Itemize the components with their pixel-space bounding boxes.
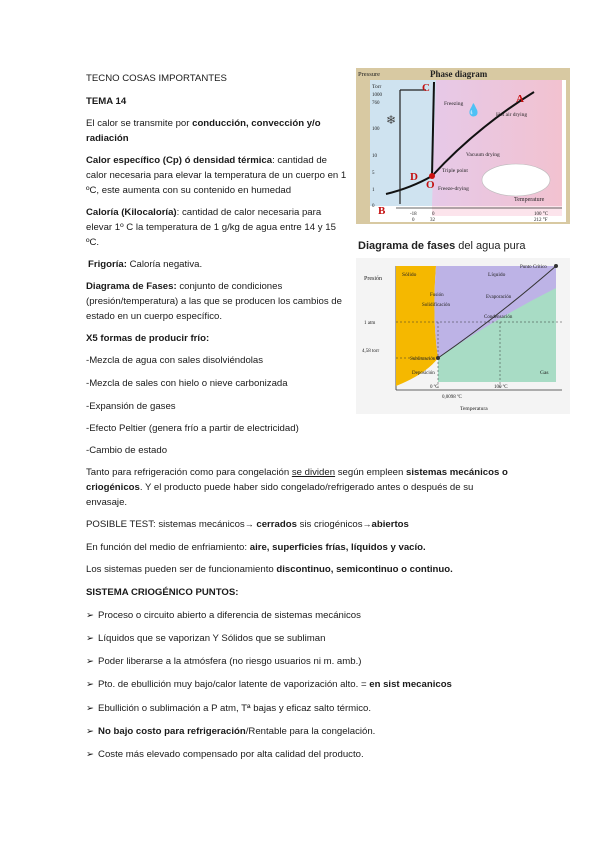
punto-critico-label: Punto Crítico — [520, 265, 547, 270]
bullet-arrow-icon: ➢ — [86, 679, 95, 690]
calor-especifico-paragraph — [86, 153, 348, 198]
figure-caption — [358, 240, 526, 252]
tanto-text-1: Tanto para refrigeración como para congelación — [86, 467, 292, 478]
x-tick-f: 32 — [430, 218, 435, 223]
deposicion-label: Deposición — [412, 371, 435, 376]
calor-bold: conducción, convección y/o radiación — [86, 118, 321, 144]
bullet-arrow-icon: ➢ — [86, 726, 95, 737]
liquido-label: Líquido — [488, 272, 506, 278]
hot-air-label: Hot air drying — [496, 112, 528, 118]
crio-item — [86, 701, 516, 716]
evaporacion-label: Evaporación — [486, 295, 512, 300]
solido-label: Sólido — [402, 272, 417, 278]
posible-text-1: POSIBLE TEST: sistemas mecánicos — [86, 519, 245, 530]
freezing-label: Freezing — [444, 101, 464, 107]
diagrama-paragraph — [86, 279, 348, 324]
caloria-term: Caloría (Kilocaloría) — [86, 207, 177, 218]
letter-b: B — [378, 205, 386, 217]
frigoria-text: Caloría negativa. — [126, 259, 203, 270]
posible-bold-1: cerrados — [253, 519, 297, 530]
phase-diagram-es-figure — [356, 258, 570, 414]
pressure-label: Pressure — [358, 71, 381, 78]
diagrama-term: Diagrama de Fases: — [86, 281, 177, 292]
crio-item-bold: en sist mecanicos — [369, 679, 452, 690]
x5-item-3: -Expansión de gases — [86, 401, 176, 412]
posible-bold-2: abiertos — [371, 519, 409, 530]
y-tick: 5 — [372, 171, 375, 176]
t100-label: 100 ºC — [494, 385, 508, 390]
temperatura-label: Temperatura — [460, 406, 488, 412]
torr-label: 4,58 torr — [362, 349, 380, 354]
bullet-arrow-icon: ➢ — [86, 749, 95, 760]
tanto-bold: sistemas mecánicos o criogénicos — [86, 467, 508, 493]
tanto-underline: se dividen — [291, 467, 336, 478]
freeze-drying-label: Freeze-drying — [438, 186, 469, 192]
bullet-arrow-icon: ➢ — [86, 610, 95, 621]
vacuum-label: Vacuum drying — [466, 152, 500, 158]
torr-label: Torr — [372, 84, 382, 90]
y-tick: 100 — [372, 127, 380, 132]
y-tick: 1 — [372, 188, 375, 193]
bullet-arrow-icon: ➢ — [86, 633, 95, 644]
medio-bold: aire, superficies frías, líquidos y vacío. — [249, 542, 426, 553]
presion-label: Presión — [364, 276, 382, 282]
condensacion-label: Condensación — [484, 315, 513, 320]
letter-a: A — [516, 93, 524, 105]
droplet-icon: 💧 — [466, 103, 481, 117]
frigoria-paragraph — [88, 257, 350, 272]
crio-item-text: Coste más elevado compensado por alta calidad del producto. — [98, 749, 364, 760]
triple-label: Triple point — [442, 168, 468, 174]
temperature-label: Temperature — [514, 197, 545, 203]
x5-heading: X5 formas de producir frío: — [86, 333, 210, 344]
x5-item-5: -Cambio de estado — [86, 445, 168, 456]
medio-text: En función del medio de enfriamiento: — [86, 542, 250, 553]
crio-item-text-post: /Rentable para la congelación. — [245, 726, 376, 737]
calor-especifico-term: Calor específico (Cp) ó densidad térmica — [86, 155, 273, 166]
caloria-text: : cantidad de calor necesaria para elevar 1º C la temperatura de 1 g/kg de agua entre 14 y 15 ºC. — [86, 207, 336, 248]
doc-title: TECNO COSAS IMPORTANTES — [86, 73, 227, 84]
arrow-icon: → — [362, 519, 372, 529]
y-tick: 760 — [372, 101, 380, 106]
bullet-arrow-icon: ➢ — [86, 656, 95, 667]
x5-item-2: -Mezcla de sales con hielo o nieve carbonizada — [86, 378, 288, 389]
tanto-text-3: . Y el producto puede haber sido congelado/refrigerado antes o después de su envasaje. — [86, 482, 474, 508]
y-tick: 1000 — [372, 93, 382, 98]
crio-item-text: Proceso o circuito abierto a diferencia de sistemas mecánicos — [98, 610, 361, 621]
arrow-icon: → — [244, 519, 254, 529]
diagrama-text: conjunto de condiciones (presión/temperatura) a las que se producen los cambios de estado en un cuerpo específico. — [86, 281, 342, 322]
calor-text: El calor se transmite por — [86, 118, 193, 129]
crio-item-text: Poder liberarse a la atmósfera (no riesgo usuarios ni m. amb.) — [98, 656, 362, 667]
crio-item — [86, 677, 516, 692]
crio-item — [86, 724, 516, 739]
crio-item — [86, 654, 516, 669]
caption-normal: del agua pura — [455, 240, 526, 252]
critical-point-marker — [554, 264, 558, 268]
phase-diagram-figure — [356, 68, 570, 256]
frigoria-term: Frigoría: — [88, 259, 127, 270]
calor-paragraph — [86, 116, 348, 146]
atm-label: 1 atm — [364, 321, 376, 326]
letter-d: D — [410, 171, 418, 183]
y-tick: 0 — [372, 204, 375, 209]
x-tick-f: 0 — [412, 218, 415, 223]
crio-item-bold: No bajo costo para refrigeración — [98, 726, 246, 737]
y-tick: 10 — [372, 154, 377, 159]
x5-item-4: -Efecto Peltier (genera frío a partir de electricidad) — [86, 423, 299, 434]
crio-heading: SISTEMA CRIOGÉNICO PUNTOS: — [86, 587, 239, 598]
tanto-text-2: según empleen — [335, 467, 406, 478]
crio-item — [86, 747, 516, 762]
posible-test-paragraph — [86, 517, 516, 532]
calor-especifico-text: : cantidad de calor necesaria para elevar la temperatura de un cuerpo en 1 ºC, este aumenta con su contenido en humedad — [86, 155, 347, 196]
tanto-paragraph — [86, 465, 516, 510]
crio-item-text: Ebullición o sublimación a P atm, Tª bajas y eficaz salto térmico. — [98, 703, 372, 714]
gas-label: Gas — [540, 370, 549, 376]
crio-item-text: Pto. de ebullición muy bajo/calor latente de vaporización alto. = — [98, 679, 370, 690]
crio-item-text: Líquidos que se vaporizan Y Sólidos que se subliman — [98, 633, 326, 644]
fusion-label: Fusión — [430, 293, 444, 298]
caloria-paragraph — [86, 205, 348, 250]
x-tick: 100 °C — [534, 212, 549, 217]
medio-paragraph — [86, 540, 516, 555]
letter-o: O — [426, 179, 435, 191]
bullet-arrow-icon: ➢ — [86, 703, 95, 714]
tema-heading: TEMA 14 — [86, 96, 127, 107]
sistemas-text: Los sistemas pueden ser de funcionamiento — [86, 564, 277, 575]
sistemas-bold: discontinuo, semicontinuo o continuo. — [276, 564, 453, 575]
sistemas-paragraph — [86, 562, 516, 577]
snowflake-icon: ❄ — [386, 113, 397, 127]
caption-bold: Diagrama de fases — [358, 240, 456, 252]
x-tick: -18 — [410, 212, 417, 217]
t0-label: 0 ºC — [430, 385, 439, 390]
t-triple-label: 0,0098 ºC — [442, 395, 462, 400]
x5-item-1: -Mezcla de agua con sales disolviéndolas — [86, 355, 264, 366]
sublimacion-label: Sublimación — [410, 357, 436, 362]
crio-item — [86, 608, 516, 623]
cloud-icon — [482, 164, 550, 196]
x-tick-f: 212 °F — [534, 218, 548, 223]
phase-title: Phase diagram — [430, 69, 488, 79]
letter-c: C — [422, 82, 430, 94]
x-tick: 0 — [432, 212, 435, 217]
crio-item — [86, 631, 516, 646]
solidificacion-label: Solidificación — [422, 303, 451, 308]
posible-text-2: sis criogénicos — [296, 519, 363, 530]
